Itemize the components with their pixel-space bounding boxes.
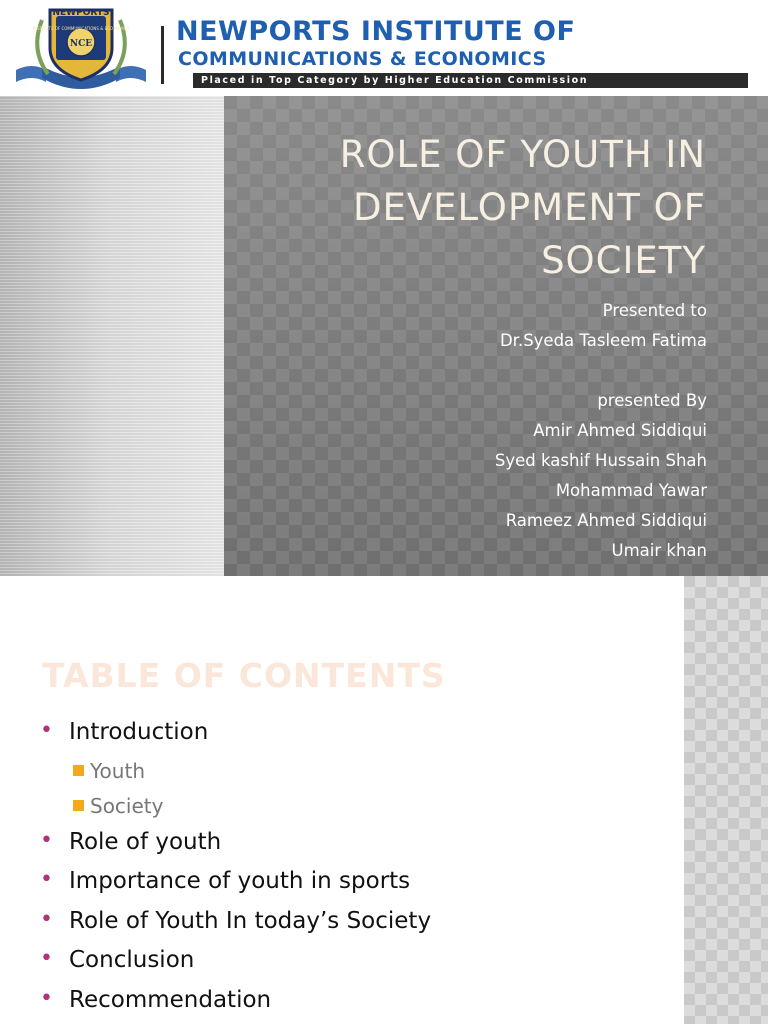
bullet-icon: • — [40, 867, 53, 892]
list-item — [40, 982, 640, 1022]
bullet-icon: • — [40, 906, 53, 932]
bullet-icon: • — [40, 985, 53, 1011]
title-slide — [0, 96, 768, 576]
credit-line — [287, 356, 707, 386]
contents-side-strip — [684, 576, 768, 1024]
sub-list-item-label: Society — [90, 793, 164, 818]
credit-line: Umair khan — [611, 541, 707, 560]
bullet-icon: • — [40, 827, 53, 853]
presenter-credits — [287, 296, 707, 566]
bullet-icon: • — [40, 946, 53, 971]
contents-list — [40, 714, 640, 1021]
banner-divider — [161, 26, 164, 84]
list-item-label: Role of youth — [69, 828, 222, 855]
list-item — [40, 714, 640, 754]
title-slide-side-panel — [0, 96, 224, 576]
list-item — [40, 942, 640, 982]
sub-list-item-label: Youth — [90, 758, 145, 783]
credit-line: Presented to — [602, 301, 707, 320]
contents-heading: TABLE OF CONTENTS — [42, 656, 446, 695]
credit-line: Amir Ahmed Siddiqui — [533, 421, 707, 440]
presentation-title — [266, 128, 706, 287]
list-item-label: Role of Youth In today’s Society — [69, 907, 432, 934]
sub-list-item — [40, 754, 640, 789]
credit-line: presented By — [597, 391, 707, 410]
contents-slide — [0, 576, 768, 1024]
square-bullet-icon — [73, 800, 84, 811]
square-bullet-icon — [73, 765, 84, 776]
institute-logo — [12, 4, 150, 90]
credit-line: Dr.Syeda Tasleem Fatima — [499, 331, 707, 350]
institute-tagline: Placed in Top Category by Higher Education Commission — [193, 73, 748, 88]
list-item — [40, 824, 640, 864]
credit-line: Syed kashif Hussain Shah — [494, 451, 707, 470]
logo-ring-text: INSTITUTE OF COMMUNICATIONS & ECONOMICS — [32, 26, 130, 31]
institute-banner — [0, 0, 768, 96]
institute-name: NEWPORTS INSTITUTE OF — [176, 16, 576, 47]
bullet-icon: • — [40, 718, 53, 743]
list-item-label: Recommendation — [69, 986, 272, 1013]
list-item-label: Introduction — [69, 719, 209, 745]
logo-bottom-text: NCE — [69, 39, 93, 49]
title-line: ROLE OF YOUTH IN — [339, 133, 706, 176]
list-item — [40, 903, 640, 943]
title-line: SOCIETY — [541, 239, 706, 282]
list-item-label: Conclusion — [69, 947, 195, 973]
list-item — [40, 863, 640, 903]
credit-line: Mohammad Yawar — [555, 481, 707, 500]
logo-top-text: NEWPORTS — [52, 8, 110, 18]
title-line: DEVELOPMENT OF — [352, 186, 706, 229]
institute-subtitle: COMMUNICATIONS & ECONOMICS — [178, 48, 547, 70]
sub-list-item — [40, 789, 640, 824]
credit-line: Rameez Ahmed Siddiqui — [505, 511, 707, 530]
list-item-label: Importance of youth in sports — [69, 868, 411, 894]
